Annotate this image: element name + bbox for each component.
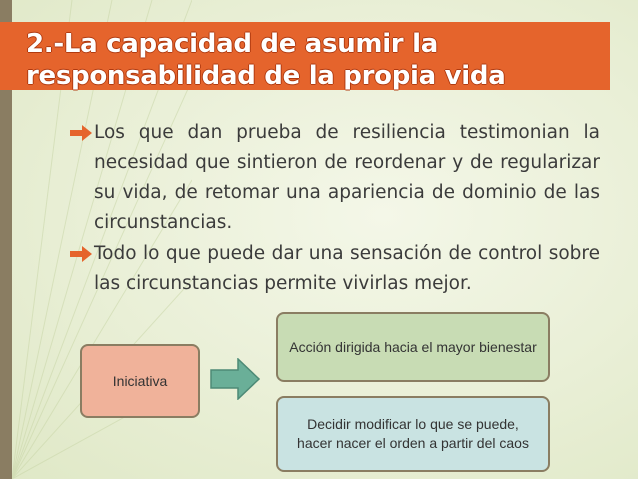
target-box-orden [276, 396, 550, 472]
bullet-item [70, 118, 600, 238]
slide-title: 2.-La capacidad de asumir la responsabilidad de la propia vida [26, 29, 506, 91]
arrow-right-icon [70, 125, 92, 141]
arrow-right-icon [70, 246, 92, 262]
source-box-iniciativa [80, 344, 200, 418]
bullet-text: Todo lo que puede dar una sensación de control sobre las circunstancias permite vivirlas mejor. [94, 243, 600, 294]
bullet-list [70, 118, 600, 299]
bullet-item [70, 239, 600, 299]
bullet-text: Los que dan prueba de resiliencia testimonian la necesidad que sintieron de reordenar y de regularizar su vida, de retomar una apariencia de dominio de las circunstancias. [94, 122, 600, 233]
target-box-bienestar [276, 312, 550, 382]
source-box-label: Iniciativa [112, 372, 168, 389]
target-box-label: Acción dirigida hacia el mayor bienestar [289, 338, 537, 355]
target-box-label: Decidir modificar lo que se puede, hacer nacer el orden a partir del caos [297, 416, 529, 451]
flow-arrow-icon [210, 358, 260, 400]
